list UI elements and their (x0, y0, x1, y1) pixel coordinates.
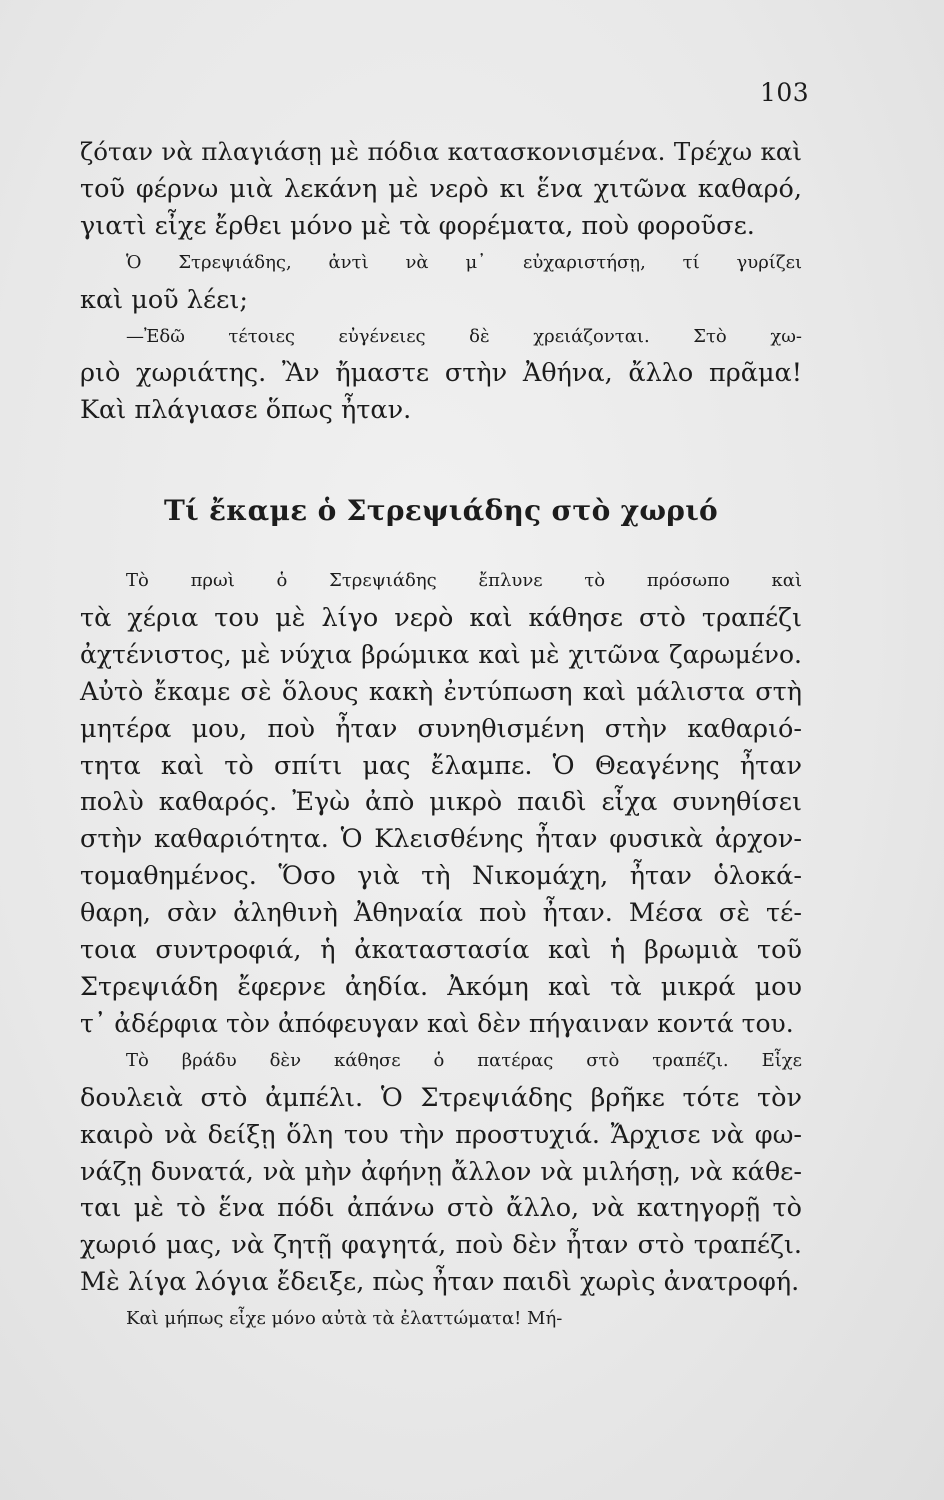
text-line: ριὸ χωριάτης. Ἂν ἤμαστε στὴν Ἀθήνα, ἄλλο πρᾶμα! (80, 358, 802, 389)
text-line: τ᾿ ἀδέρφια τὸν ἀπόφευγαν καὶ δὲν πήγαιναν κοντά του. (80, 1008, 794, 1038)
text-line: ζόταν νὰ πλαγιάσῃ μὲ πόδια κατασκονισμένα. Τρέχω καὶ (80, 137, 802, 166)
paragraph (80, 319, 802, 430)
text-line: Αὐτὸ ἔκαμε σὲ ὅλους κακὴ ἐντύπωση καὶ μάλιστα στὴ (80, 676, 802, 707)
text-line: καὶ μοῦ λέει; (80, 284, 248, 315)
text-line: Τὸ πρωὶ ὁ Στρεψιάδης ἔπλυνε τὸ πρόσωπο καὶ (126, 570, 802, 591)
text-line: δουλειὰ στὸ ἀμπέλι. Ὁ Στρεψιάδης βρῆκε τότε τὸν (80, 1082, 802, 1113)
text-line: Καὶ μήπως εἶχε μόνο αὐτὰ τὰ ἐλαττώματα! Μή- (126, 1308, 563, 1330)
text-line: γιατὶ εἶχε ἔρθει μόνο μὲ τὰ φορέματα, ποὺ φοροῦσε. (80, 210, 755, 241)
text-line: τομαθημένος. Ὅσο γιὰ τὴ Νικομάχη, ἦταν ὁλοκά- (80, 861, 802, 892)
text-line: Καὶ πλάγιασε ὅπως ἦταν. (80, 395, 412, 426)
paragraph (80, 1043, 802, 1301)
text-block-top (80, 134, 802, 429)
text-line: χωριό μας, νὰ ζητῇ φαγητά, ποὺ δὲν ἦταν στὸ τραπέζι. (80, 1230, 802, 1261)
text-line: μητέρα μου, ποὺ ἦταν συνηθισμένη στὴν καθαριό- (80, 713, 802, 744)
paragraph (80, 1301, 802, 1338)
text-line: τητα καὶ τὸ σπίτι μας ἔλαμπε. Ὁ Θεαγένης ἦταν (80, 750, 802, 781)
text-line: ται μὲ τὸ ἕνα πόδι ἀπάνω στὸ ἄλλο, νὰ κατηγορῇ τὸ (80, 1193, 802, 1224)
text-line: τὰ χέρια του μὲ λίγο νερὸ καὶ κάθησε στὸ τραπέζι (80, 602, 802, 633)
paragraph (80, 245, 802, 319)
text-line: Στρεψιάδη ἔφερνε ἀηδία. Ἀκόμη καὶ τὰ μικρά μου (80, 971, 802, 1002)
text-line: —Ἐδῶ τέτοιες εὐγένειες δὲ χρειάζονται. Στὸ χω- (126, 325, 802, 347)
paragraph (80, 563, 802, 1043)
text-line: στὴν καθαριότητα. Ὁ Κλεισθένης ἦταν φυσικὰ ἀρχον- (80, 824, 802, 855)
text-block-bottom (80, 563, 802, 1338)
text-line: Μὲ λίγα λόγια ἔδειξε, πὼς ἦταν παιδὶ χωρὶς ἀνατροφή. (80, 1267, 800, 1298)
text-line: νάζῃ δυνατά, νὰ μὴν ἀφήνῃ ἄλλον νὰ μιλήσῃ, νὰ κάθε- (80, 1156, 802, 1187)
text-line: πολὺ καθαρός. Ἐγὼ ἀπὸ μικρὸ παιδὶ εἶχα συνηθίσει (80, 787, 802, 818)
text-line: τοια συντροφιά, ἡ ἀκαταστασία καὶ ἡ βρωμιὰ τοῦ (80, 935, 802, 966)
section-heading: Τί ἔκαμε ὁ Στρεψιάδης στὸ χωριό (163, 494, 719, 527)
text-line: ἀχτένιστος, μὲ νύχια βρώμικα καὶ μὲ χιτῶνα ζαρωμένο. (80, 639, 802, 669)
text-line: τοῦ φέρνω μιὰ λεκάνη μὲ νερὸ κι ἕνα χιτῶνα καθαρό, (80, 173, 802, 204)
text-line: θαρη, σὰν ἀληθινὴ Ἀθηναία ποὺ ἦταν. Μέσα σὲ τέ- (80, 898, 802, 929)
text-line: Τὸ βράδυ δὲν κάθησε ὁ πατέρας στὸ τραπέζι. Εἶχε (126, 1049, 802, 1071)
text-line: καιρὸ νὰ δείξῃ ὅλη του τὴν προστυχιά. Ἄρχισε νὰ φω- (80, 1119, 802, 1150)
text-line: Ὁ Στρεψιάδης, ἀντὶ νὰ μ᾿ εὐχαριστήσῃ, τί γυρίζει (126, 251, 802, 273)
paragraph (80, 134, 802, 245)
page-number: 103 (760, 78, 810, 107)
